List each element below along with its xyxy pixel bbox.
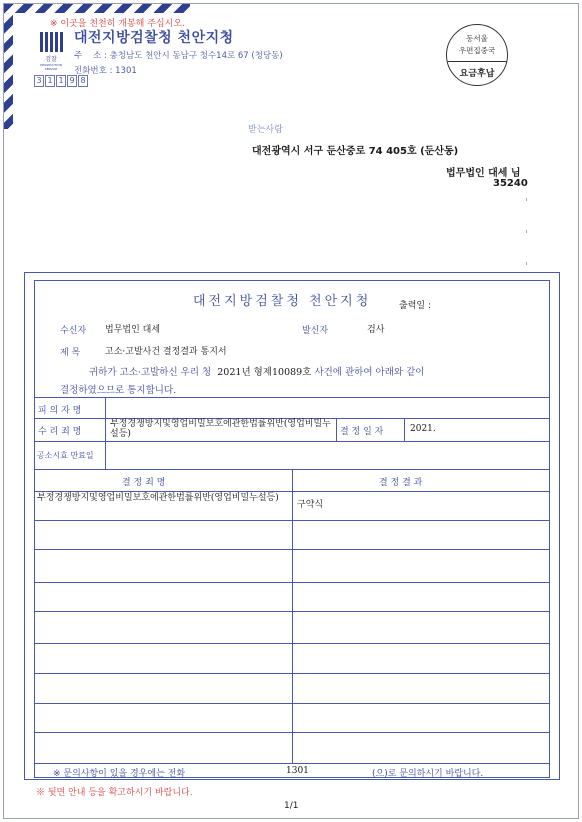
- postage-stamp: [446, 24, 508, 86]
- sender-address: [74, 49, 283, 61]
- charge-label: 수 리 죄 명: [38, 427, 82, 437]
- postal-digit: 1: [56, 75, 66, 87]
- logo-text-ko: 검찰: [45, 56, 57, 63]
- suspect-label: 피 의 자 명: [38, 406, 82, 416]
- table-rule: [34, 397, 550, 398]
- recipient-label: 받는사람: [248, 125, 283, 135]
- airmail-stripe-top: [4, 4, 190, 13]
- form-title: 대전지방검찰청 천안지청: [193, 294, 372, 309]
- decision-row-result: 구약식: [297, 500, 324, 510]
- prosecution-logo-icon: [36, 32, 66, 71]
- stamp-line-1: 동서울: [466, 34, 488, 43]
- back-side-notice: ※ 뒷면 안내 등을 확고하시기 바랍니다.: [36, 788, 193, 798]
- table-rule: [34, 441, 550, 442]
- postal-digit: 9: [67, 75, 77, 87]
- letter-case-number: 형제10089호: [253, 367, 312, 378]
- postal-digit: 1: [45, 75, 55, 87]
- sender-postal-code: [34, 75, 88, 87]
- address-label: 주: [74, 51, 83, 61]
- table-column-rule: [105, 397, 106, 469]
- contact-note-prefix: ※ 문의사항이 있을 경우에는 전화: [53, 769, 186, 779]
- postal-digit: 8: [78, 75, 88, 87]
- logo-text-en: PROSECUTION SERVICE: [40, 63, 62, 71]
- postal-digit: 3: [34, 75, 44, 87]
- decision-date-value: 2021.: [410, 424, 436, 434]
- fold-mark: [526, 198, 527, 201]
- stamp-fee: 요금후납: [459, 69, 495, 79]
- receiver-value: 법무법인 대세: [105, 325, 161, 335]
- letter-year: 2021년: [217, 367, 251, 378]
- subject-label: 제 목: [60, 348, 81, 358]
- letter-line-1: [89, 364, 424, 378]
- airmail-stripe-left: [4, 4, 13, 129]
- receiver-label: 수신자: [60, 326, 87, 336]
- table-column-rule: [336, 418, 337, 441]
- letter-text-1: 귀하가 고소·고발하신 우리 청: [89, 367, 212, 378]
- sender-value: 검사: [367, 325, 385, 335]
- subject-value: 고소·고발사건 결정결과 통지서: [105, 347, 227, 357]
- open-carefully-notice: ※ 이곳을 천천히 개봉해 주십시오.: [50, 19, 185, 29]
- decision-date-label: 결 정 일 자: [340, 427, 384, 437]
- stamp-line-2: 우편집중국: [458, 46, 496, 55]
- print-date-label: 출력일 :: [399, 301, 431, 311]
- sender-label: 발신자: [302, 326, 329, 336]
- table-rule: [34, 763, 550, 764]
- sender-office-title: 대전지방검찰청 천안지청: [74, 30, 234, 46]
- address-value: : 충청남도 천안시 동남구 청수14로 67 (청당동): [103, 51, 283, 61]
- decision-row-crime: 부정경쟁방지및영업비밀보호에관한법률위반(영업비밀누설등): [37, 493, 279, 503]
- crime-column-header: 결 정 죄 명: [122, 478, 166, 488]
- recipient-name: 법무법인 대세 님: [446, 168, 521, 179]
- statute-expiry-label: 공소시효 만료일: [37, 451, 94, 460]
- table-column-rule: [292, 469, 293, 763]
- charge-value: 부정경쟁방지및영업비밀보호에관한법률위반(영업비밀누설등): [110, 419, 331, 439]
- fold-mark: [526, 230, 527, 233]
- recipient-address: 대전광역시 서구 둔산중로 74 405호 (둔산동): [252, 146, 459, 157]
- fold-mark: [526, 262, 527, 265]
- phone-label: 전화번호: [74, 66, 107, 76]
- address-label-2: 소: [93, 51, 102, 61]
- result-column-header: 결 정 결 과: [379, 478, 423, 488]
- contact-note-suffix: (으)로 문의하시기 바랍니다.: [372, 769, 484, 779]
- table-column-rule: [404, 418, 405, 441]
- contact-phone-number: 1301: [286, 766, 309, 776]
- letter-text-2: 사건에 관하여 아래와 같이: [314, 367, 425, 378]
- phone-value: : 1301: [109, 66, 137, 76]
- page-number: 1/1: [284, 801, 299, 811]
- recipient-zip: 35240: [493, 178, 528, 189]
- letter-line-2: 결정하였으므로 통지합니다.: [60, 385, 177, 396]
- stamp-divider: [447, 61, 507, 62]
